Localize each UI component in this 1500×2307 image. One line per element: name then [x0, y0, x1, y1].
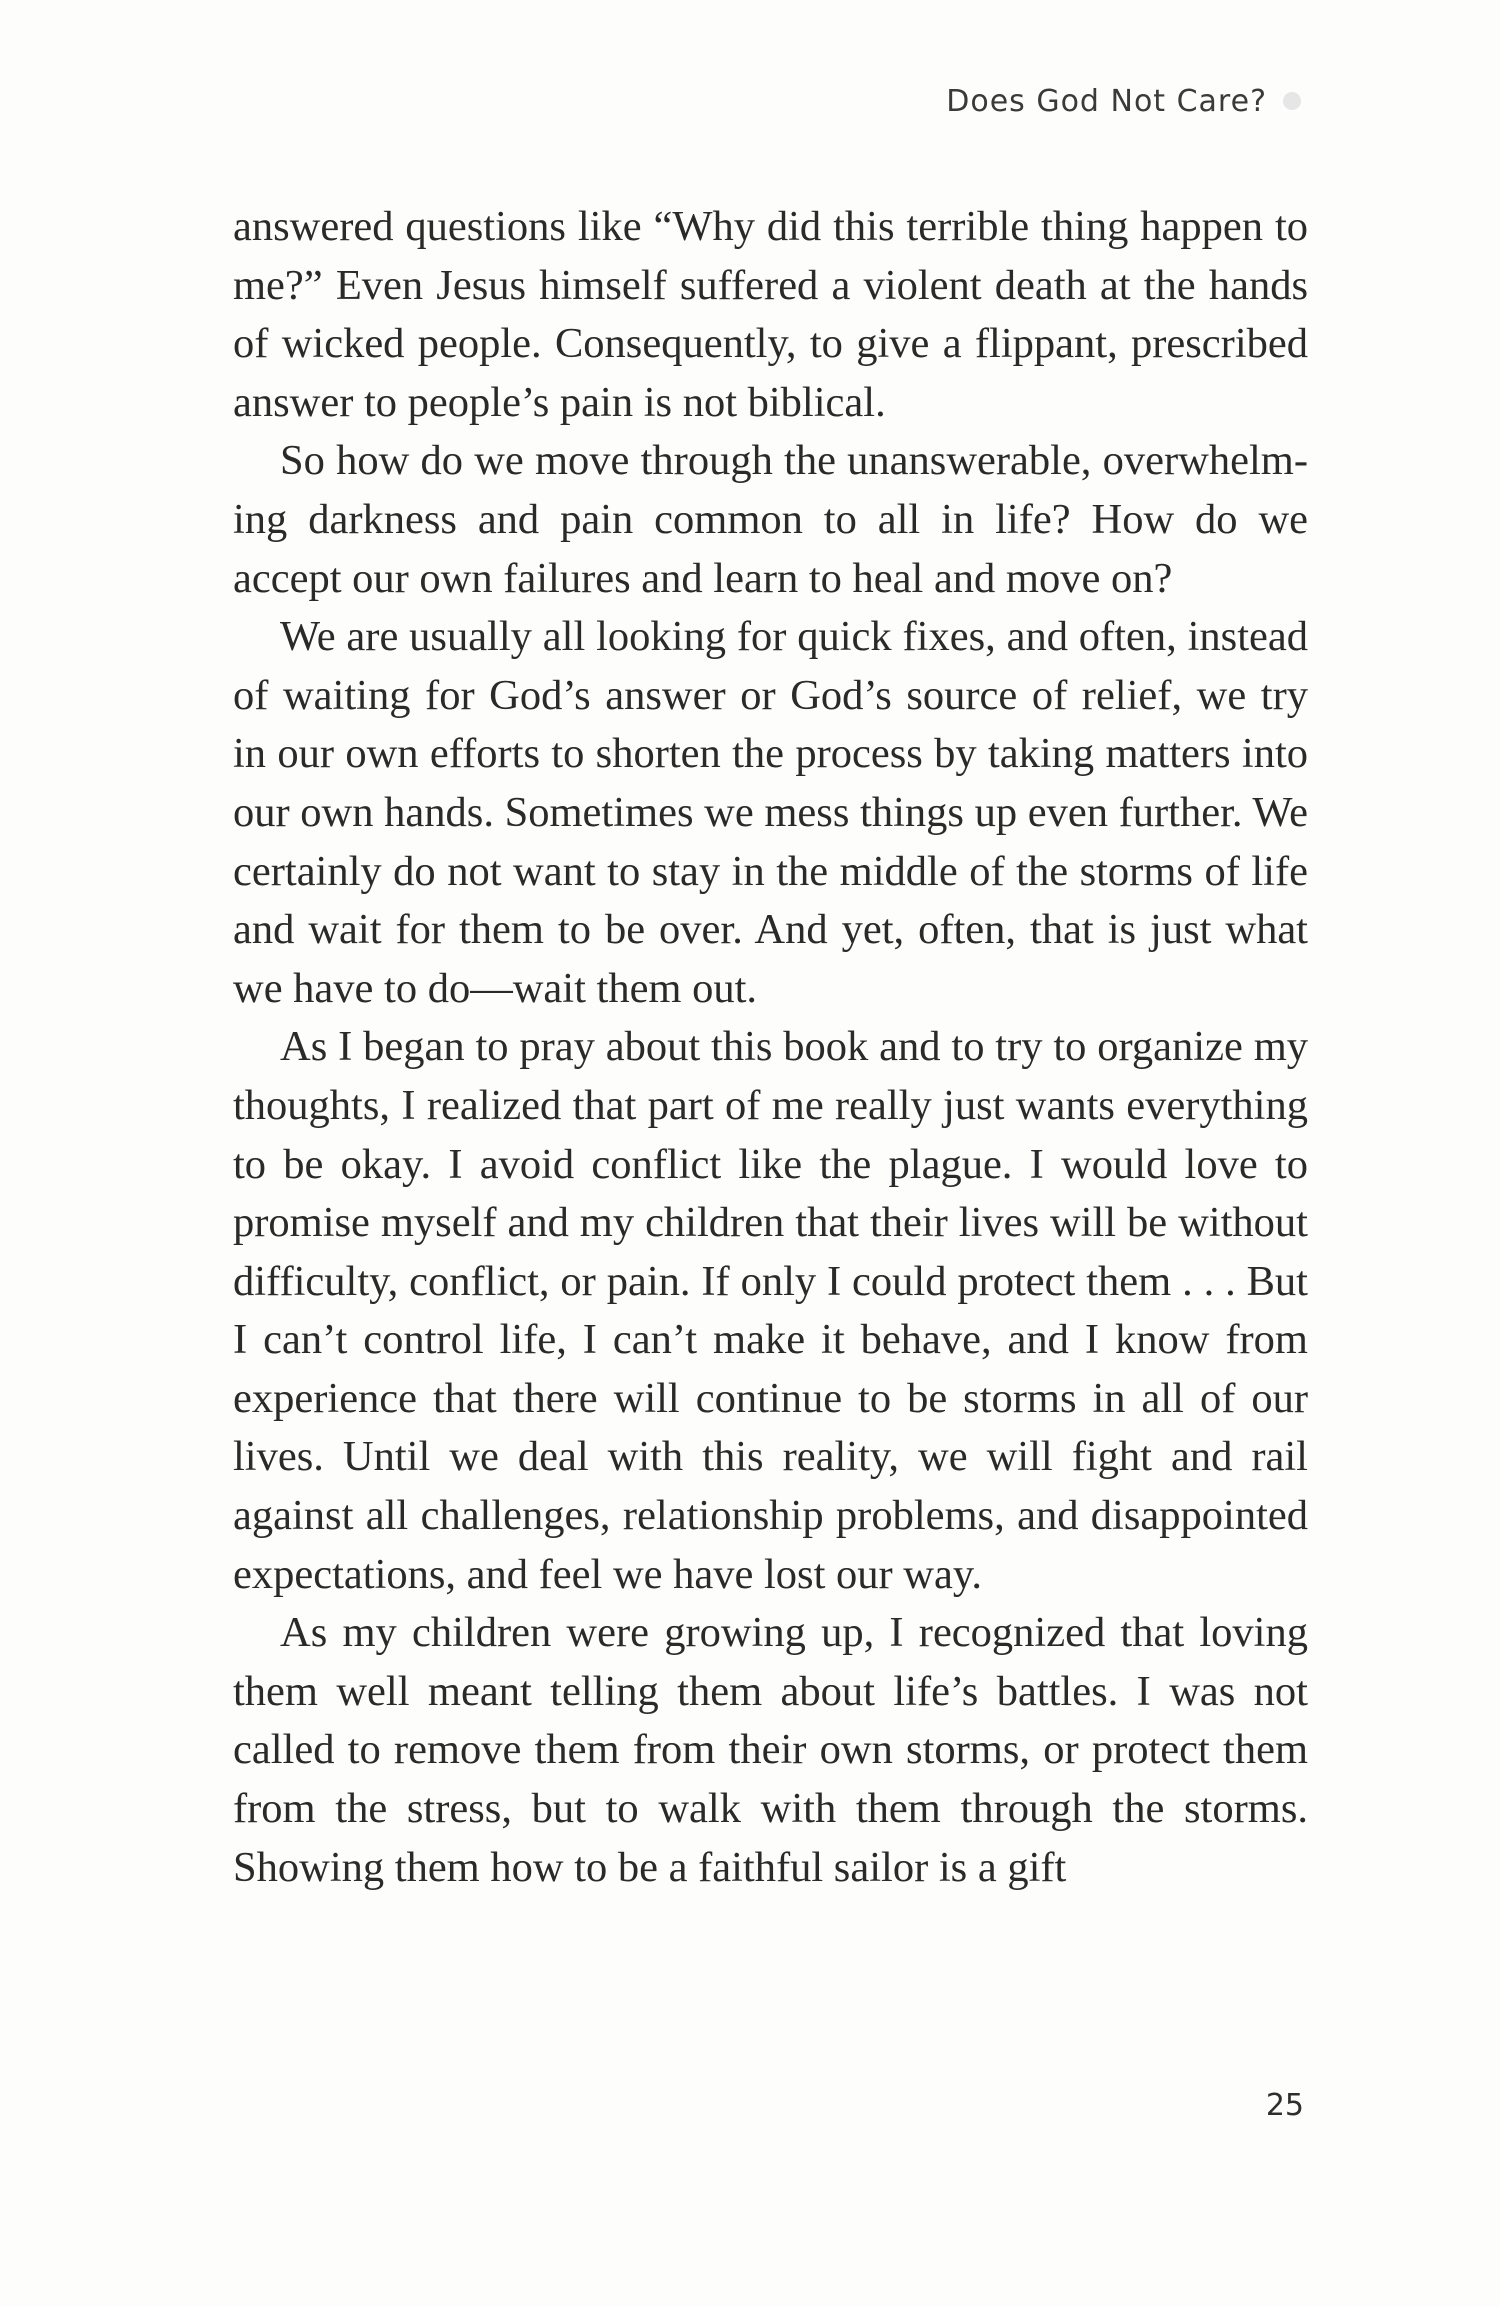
paragraph-1: answered questions like “Why did this terrible thing happen to me?” Even Jesus himself suffered a violent death at the hands of wicked people. Consequently, to give a flippant, prescribed answer to people’s pain is not biblical.: [233, 203, 1308, 426]
body-text: [233, 198, 1308, 1897]
running-head: Does God Not Care?: [946, 84, 1267, 119]
paragraph-4: As I began to pray about this book and to try to organize my thoughts, I realized that part of me really just wants everything to be okay. I avoid conflict like the plague. I would love to promise myself and my children that their lives will be without difficulty, conflict, or pain. If only I could protect them . . . But I can’t control life, I can’t make it behave, and I know from experience that there will continue to be storms in all of our lives. Until we deal with this reality, we will fight and rail against all challenges, relationship problems, and disappointed expectations, and feel we have lost our way.: [233, 1023, 1308, 1598]
circle-ornament-icon: [1283, 92, 1301, 110]
page-number: 25: [1265, 2088, 1304, 2123]
paragraph-2: So how do we move through the unanswerable, overwhelming darkness and pain common to all in life? How do we accept our own failures and learn to heal and move on?: [233, 437, 1308, 602]
paragraph-3: We are usually all looking for quick fixes, and often, instead of waiting for God’s answer or God’s source of relief, we try in our own efforts to shorten the process by taking matters into our own hands. Sometimes we mess things up even further. We certainly do not want to stay in the middle of the storms of life and wait for them to be over. And yet, often, that is just what we have to do—wait them out.: [233, 613, 1308, 1012]
paragraph-5: As my children were growing up, I recognized that loving them well meant telling them about life’s battles. I was not called to remove them from their own storms, or protect them from the stress, but to walk with them through the storms. Showing them how to be a faithful sailor is a gift: [233, 1609, 1308, 1891]
